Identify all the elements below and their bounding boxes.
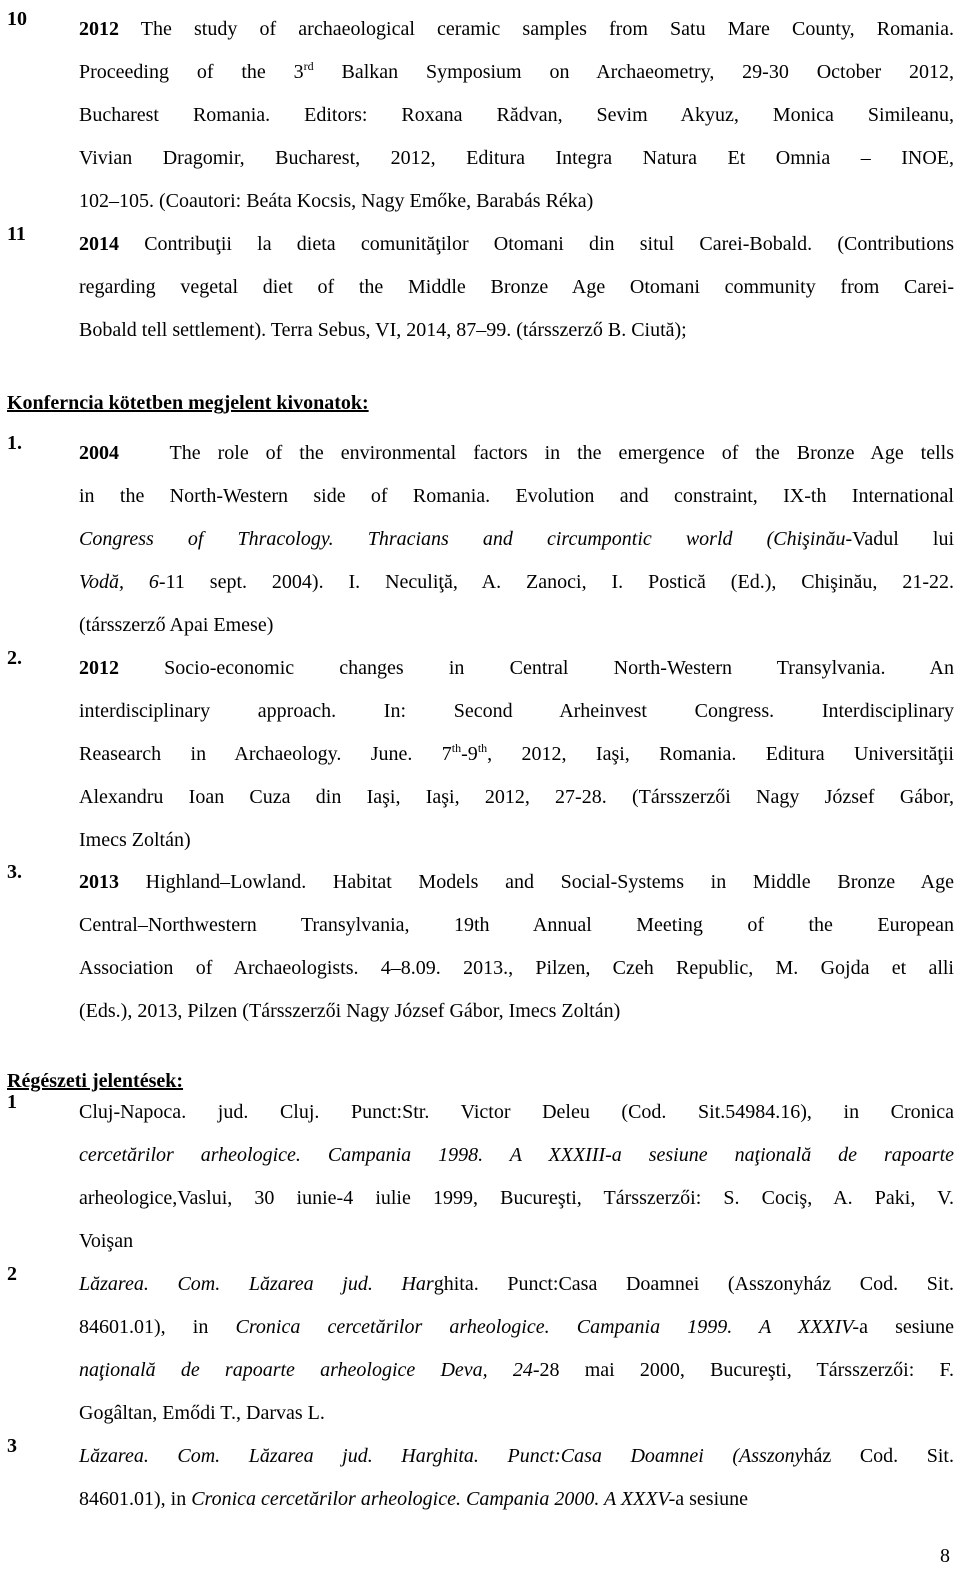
entry-text [79,1091,954,1263]
text-line: 102–105. (Coautori: Beáta Kocsis, Nagy Emőke, Barabás Réka) [79,190,594,212]
text-line: arheologice,Vaslui, 30 iunie-4 iulie 1999, Bucureşti, Társszerzői: S. Cociş, A. Paki, V. [79,1187,954,1209]
entry-number: 2 [7,1263,17,1285]
text-line: Association of Archaeologists. 4–8.09. 2013., Pilzen, Czeh Republic, M. Gojda et alli [79,957,954,979]
entry-number: 11 [7,223,26,245]
text-line: Congress of Thracology. Thracians and circumpontic world (Chişinău-Vadul lui [79,528,955,550]
entry-text [79,8,954,223]
conference-entry-3 [0,861,954,1033]
conference-entry-1 [0,432,954,647]
entry-text [79,432,954,647]
page-number: 8 [940,1545,950,1567]
report-entry-3 [0,1435,954,1521]
text-line: 2012 Socio-economic changes in Central North-Western Transylvania. An [79,657,954,679]
text-line: Gogâltan, Emődi T., Darvas L. [79,1402,325,1424]
text-line: 2014 Contribuţii la dieta comunităţilor Otomani din situl Carei-Bobald. (Contributions [79,233,954,255]
conference-entry-2 [0,647,954,862]
section-heading-reports: Régészeti jelentések: [7,1070,184,1092]
text-line: Vivian Dragomir, Bucharest, 2012, Editura Integra Natura Et Omnia – INOE, [79,147,954,169]
entry-text [79,861,954,1033]
entry-11 [0,223,954,352]
text-line: Vodă, 6-11 sept. 2004). I. Neculiţă, A. Zanoci, I. Postică (Ed.), Chişinău, 21-22. [79,571,954,593]
text-line: 2013 Highland–Lowland. Habitat Models and Social-Systems in Middle Bronze Age [79,871,954,893]
entry-text [79,223,954,352]
text-line: 2012 The study of archaeological ceramic samples from Satu Mare County, Romania. [79,18,954,40]
text-line: Voişan [79,1230,134,1252]
text-line: Bucharest Romania. Editors: Roxana Rădvan, Sevim Akyuz, Monica Simileanu, [79,104,954,126]
text-line: (Eds.), 2013, Pilzen (Társszerzői Nagy József Gábor, Imecs Zoltán) [79,1000,621,1022]
text-line: 84601.01), in Cronica cercetărilor arheologice. Campania 2000. A XXXV-a sesiune [79,1488,749,1510]
text-line: naţională de rapoarte arheologice Deva, 24-28 mai 2000, Bucureşti, Társszerzői: F. [79,1359,954,1381]
report-entry-2 [0,1263,954,1435]
text-line: regarding vegetal diet of the Middle Bronze Age Otomani community from Carei- [79,276,954,298]
section-heading-conference: Konferncia kötetben megjelent kivonatok: [7,392,369,414]
entry-text [79,1263,954,1435]
text-line: (társszerző Apai Emese) [79,614,274,636]
text-line: 84601.01), in Cronica cercetărilor arheologice. Campania 1999. A XXXIV-a sesiune [79,1316,954,1338]
text-line: cercetărilor arheologice. Campania 1998. A XXXIII-a sesiune naţională de rapoarte [79,1144,954,1166]
text-line: Reasearch in Archaeology. June. 7th-9th, 2012, Iaşi, Romania. Editura Universităţii [79,741,954,765]
text-line: Bobald tell settlement). Terra Sebus, VI, 2014, 87–99. (társszerző B. Ciută); [79,319,687,341]
text-line: interdisciplinary approach. In: Second Arheinvest Congress. Interdisciplinary [79,700,954,722]
report-entry-1 [0,1091,954,1263]
text-line: Lăzarea. Com. Lăzarea jud. Harghita. Punct:Casa Doamnei (Asszonyház Cod. Sit. [79,1445,954,1467]
entry-10 [0,8,954,223]
entry-number: 1. [7,432,22,454]
entry-number: 2. [7,647,22,669]
entry-number: 3 [7,1435,17,1457]
entry-number: 10 [7,8,27,30]
entry-number: 3. [7,861,22,883]
text-line: 2004 The role of the environmental factors in the emergence of the Bronze Age tells [79,442,954,464]
text-line: Alexandru Ioan Cuza din Iaşi, Iaşi, 2012, 27-28. (Társszerzői Nagy József Gábor, [79,786,954,808]
entry-number: 1 [7,1091,17,1113]
text-line: Lăzarea. Com. Lăzarea jud. Harghita. Punct:Casa Doamnei (Asszonyház Cod. Sit. [79,1273,955,1295]
entry-text [79,1435,954,1521]
text-line: Proceeding of the 3rd Balkan Symposium on Archaeometry, 29-30 October 2012, [79,59,954,83]
text-line: Imecs Zoltán) [79,829,191,851]
text-line: in the North-Western side of Romania. Evolution and constraint, IX-th International [79,485,954,507]
text-line: Central–Northwestern Transylvania, 19th Annual Meeting of the European [79,914,954,936]
text-line: Cluj-Napoca. jud. Cluj. Punct:Str. Victor Deleu (Cod. Sit.54984.16), in Cronica [79,1101,954,1123]
entry-text [79,647,954,862]
